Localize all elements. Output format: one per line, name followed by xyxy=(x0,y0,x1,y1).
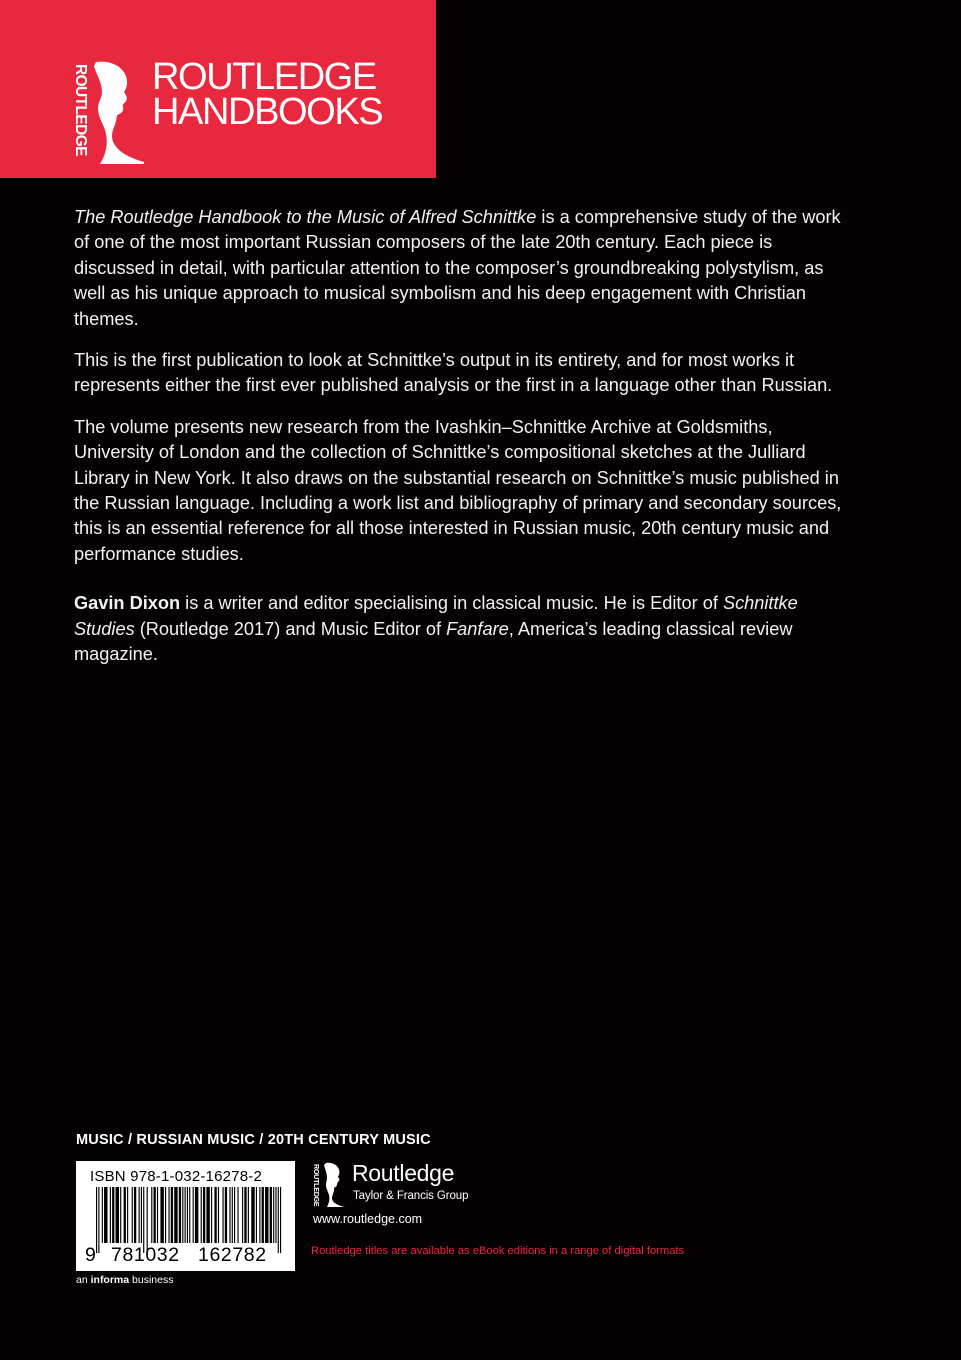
barcode-bar xyxy=(171,1187,173,1243)
barcode-bar xyxy=(185,1187,186,1243)
series-title-line-1: ROUTLEDGE xyxy=(152,56,376,98)
subject-categories: MUSIC / RUSSIAN MUSIC / 20TH CENTURY MUSIC xyxy=(76,1132,431,1148)
barcode-bar xyxy=(139,1187,140,1243)
back-cover-blurb xyxy=(74,205,854,684)
barcode-bar xyxy=(275,1187,276,1243)
barcode-bar xyxy=(154,1187,156,1243)
barcode-bar xyxy=(229,1187,230,1243)
barcode-bar xyxy=(234,1187,235,1243)
barcode-bar xyxy=(201,1187,202,1243)
barcode-bar xyxy=(182,1187,183,1243)
barcode-bar xyxy=(102,1187,103,1243)
barcode-bar xyxy=(127,1187,128,1243)
barcode-bar xyxy=(251,1187,254,1243)
publisher-mark-label: ROUTLEDGE xyxy=(312,1164,321,1207)
blurb-paragraph-3: The volume presents new research from the Ivashkin–Schnittke Archive at Goldsmiths, University of London and the collection of Schnittke’s compositional sketches at the Julliard Library in New York. It also draws on the substantial research on Schnittke’s music published in the Russian language. Including a work list and bibliography of primary and secondary sources, this is an essential reference for all those interested in Russian music, 20th century music and performance studies. xyxy=(74,416,842,564)
series-header-block xyxy=(0,0,436,178)
book-title: The Routledge Handbook to the Music of Alfred Schnittke xyxy=(74,207,537,227)
barcode-bar xyxy=(116,1187,119,1243)
barcode-bar xyxy=(242,1187,243,1243)
barcode-bar xyxy=(187,1187,188,1243)
barcode-bar xyxy=(244,1187,246,1243)
series-title xyxy=(152,56,383,133)
informa-tagline: an informa business xyxy=(76,1274,174,1286)
barcode-bar xyxy=(165,1187,166,1243)
routledge-profile-logo-icon xyxy=(70,58,152,166)
bio-magazine: Fanfare xyxy=(446,618,509,639)
barcode-bar xyxy=(151,1187,152,1243)
barcode-bar xyxy=(203,1187,205,1243)
series-title-line-2: HANDBOOKS xyxy=(152,91,383,133)
barcode-bar xyxy=(174,1187,177,1243)
barcode-bar xyxy=(112,1187,114,1243)
barcode-digits-left: 781032 xyxy=(111,1244,180,1266)
informa-brand: informa xyxy=(90,1274,130,1286)
barcode-bar xyxy=(206,1187,209,1243)
bio-text-a: is a writer and editor specialising in classical music. He is Editor of xyxy=(180,593,723,614)
barcode-bar xyxy=(273,1187,274,1243)
barcode-bar xyxy=(120,1187,121,1243)
barcode-bar xyxy=(262,1187,264,1243)
isbn-barcode-box xyxy=(76,1161,295,1271)
barcode-bar xyxy=(104,1187,107,1243)
barcode-bar xyxy=(157,1187,158,1243)
author-bio xyxy=(74,591,854,667)
publisher-website-link[interactable]: www.routledge.com xyxy=(313,1212,423,1226)
barcode-bar xyxy=(214,1187,216,1243)
bio-text-c: , America’s leading classical review magazine. xyxy=(74,618,793,665)
barcode-bar xyxy=(211,1187,212,1243)
publisher-logo xyxy=(312,1160,492,1210)
barcode-bar xyxy=(160,1187,163,1243)
spine-label: ROUTLEDGE xyxy=(72,64,89,156)
barcode-bar xyxy=(259,1187,260,1243)
barcode-bar xyxy=(193,1187,194,1243)
barcode-bar xyxy=(256,1187,257,1243)
barcode-bar xyxy=(265,1187,268,1243)
barcode-bar xyxy=(237,1187,238,1243)
publisher-group: Taylor & Francis Group xyxy=(353,1190,469,1202)
barcode-bar xyxy=(280,1187,281,1253)
barcode-bar xyxy=(141,1187,142,1243)
barcode-bar xyxy=(179,1187,181,1243)
barcode-bar xyxy=(232,1187,233,1243)
bio-book-title: Schnittke Studies xyxy=(74,593,798,639)
barcode-digit-first: 9 xyxy=(85,1244,97,1266)
barcode-bar xyxy=(223,1187,224,1243)
barcode-bar xyxy=(278,1187,279,1253)
barcode-bar xyxy=(270,1187,272,1243)
barcode-bar xyxy=(248,1187,249,1243)
barcode-bar xyxy=(195,1187,198,1243)
barcode-bar xyxy=(98,1187,99,1253)
publisher-name: Routledge xyxy=(352,1160,455,1186)
routledge-mark-icon xyxy=(312,1162,348,1208)
barcode-bar xyxy=(189,1187,190,1243)
barcode-bar xyxy=(225,1187,227,1243)
barcode-bar xyxy=(134,1187,136,1243)
blurb-paragraph-1-text: is a comprehensive study of the work of one of the most important Russian composers of the late 20th century. Each piece is discussed in detail, with particular attention to the composer’s groundbreaking polystylism, as well as his unique approach to musical symbolism and his deep engagement with Christian themes. xyxy=(74,207,841,329)
blurb-paragraph-1 xyxy=(74,205,854,332)
ebook-availability-note: Routledge titles are available as eBook editions in a range of digital formats xyxy=(311,1245,685,1257)
barcode-bar xyxy=(110,1187,111,1243)
barcode-digits-right: 162782 xyxy=(198,1244,267,1266)
bio-text-b: (Routledge 2017) and Music Editor of xyxy=(134,618,447,639)
barcode-bar xyxy=(132,1187,133,1243)
barcode-bar xyxy=(124,1187,126,1243)
isbn-label: ISBN 978-1-032-16278-2 xyxy=(90,1168,263,1185)
author-name: Gavin Dixon xyxy=(74,593,181,614)
blurb-paragraph-2: This is the first publication to look at Schnittke’s output in its entirety, and for most works it represents either the first ever published analysis or the first in a language other than Russian. xyxy=(74,350,833,396)
barcode-bar xyxy=(168,1187,169,1243)
barcode-bar xyxy=(218,1187,219,1243)
